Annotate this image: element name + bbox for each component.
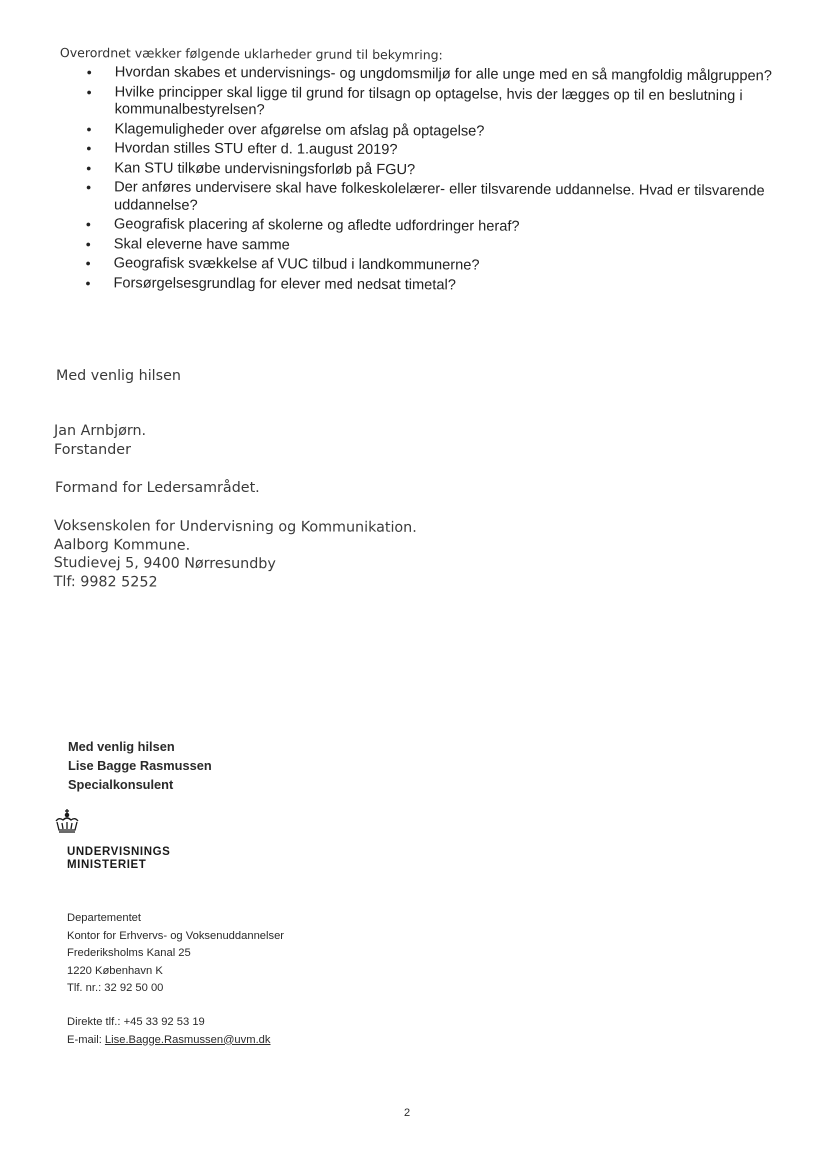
- direct-phone: Direkte tlf.: +45 33 92 53 19: [67, 1016, 205, 1028]
- intro-text: Overordnet vækker følgende uklarheder grund til bekymring:: [59, 45, 443, 63]
- address-line: Departementet: [67, 912, 142, 924]
- address-line: Kontor for Erhvervs- og Voksenuddannelser: [67, 929, 285, 942]
- address-line: Frederiksholms Kanal 25: [67, 947, 191, 959]
- ministry-closing: Med venlig hilsen: [68, 739, 175, 754]
- org-phone: Tlf: 9982 5252: [53, 573, 158, 591]
- list-item: • Hvordan skabes et undervisnings- og ungdomsmiljø for alle unge med en så mangfoldig målgruppen?: [60, 64, 800, 86]
- list-item: • Hvordan stilles STU efter d. 1.august 2019?: [59, 140, 799, 162]
- ministry-address: [67, 910, 284, 998]
- email-label: E-mail:: [67, 1033, 102, 1046]
- ministry-signature: [68, 737, 212, 794]
- list-item: • Hvilke principper skal ligge til grund for tilsagn op optagelse, hvis der lægges op til en beslutning i kommunalbestyrelsen?: [60, 83, 800, 123]
- ministry-contact: [67, 1014, 271, 1049]
- list-item: • Geografisk placering af skolerne og afledte udfordringer heraf?: [59, 216, 799, 238]
- address-line: 1220 København K: [67, 964, 163, 977]
- ministry-logo: [67, 846, 170, 871]
- organization-block: [54, 517, 417, 593]
- crown-icon: [52, 808, 82, 838]
- list-item: • Geografisk svækkelse af VUC tilbud i landkommunerne?: [59, 255, 799, 277]
- list-item: • Kan STU tilkøbe undervisningsforløb på FGU?: [59, 159, 799, 181]
- list-item: • Klagemuligheder over afgørelse om afslag på optagelse?: [59, 120, 799, 142]
- list-item: • Forsørgelsesgrundlag for elever med nedsat timetal?: [58, 274, 798, 296]
- signer-title: Forstander: [54, 441, 131, 458]
- page-number: 2: [404, 1107, 411, 1119]
- email-link[interactable]: Lise.Bagge.Rasmussen@uvm.dk: [104, 1033, 271, 1046]
- org-municipality: Aalborg Kommune.: [53, 536, 191, 554]
- org-name: Voksenskolen for Undervisning og Kommunikation.: [53, 518, 417, 536]
- email-line: [67, 1032, 271, 1050]
- address-line: Tlf. nr.: 32 92 50 00: [67, 982, 164, 994]
- logo-line-1: UNDERVISNINGS: [67, 846, 171, 858]
- ministry-signer-name: Lise Bagge Rasmussen: [68, 758, 212, 773]
- concerns-section: [58, 45, 800, 299]
- signer-role: Formand for Ledersamrådet.: [55, 480, 260, 496]
- signer-name: Jan Arnbjørn.: [54, 423, 147, 439]
- letter-signer: [54, 422, 146, 459]
- ministry-signer-title: Specialkonsulent: [68, 777, 174, 792]
- org-address: Studievej 5, 9400 Nørresundby: [53, 554, 276, 573]
- logo-line-2: MINISTERIET: [67, 858, 147, 871]
- concerns-list: [58, 64, 799, 297]
- letter-closing: Med venlig hilsen: [56, 368, 181, 384]
- list-item: • Skal eleverne have samme: [59, 235, 799, 257]
- list-item: • Der anføres undervisere skal have folkeskolelærer- eller tilsvarende uddannelse. Hvad er tilsvarende uddannelse?: [59, 179, 799, 219]
